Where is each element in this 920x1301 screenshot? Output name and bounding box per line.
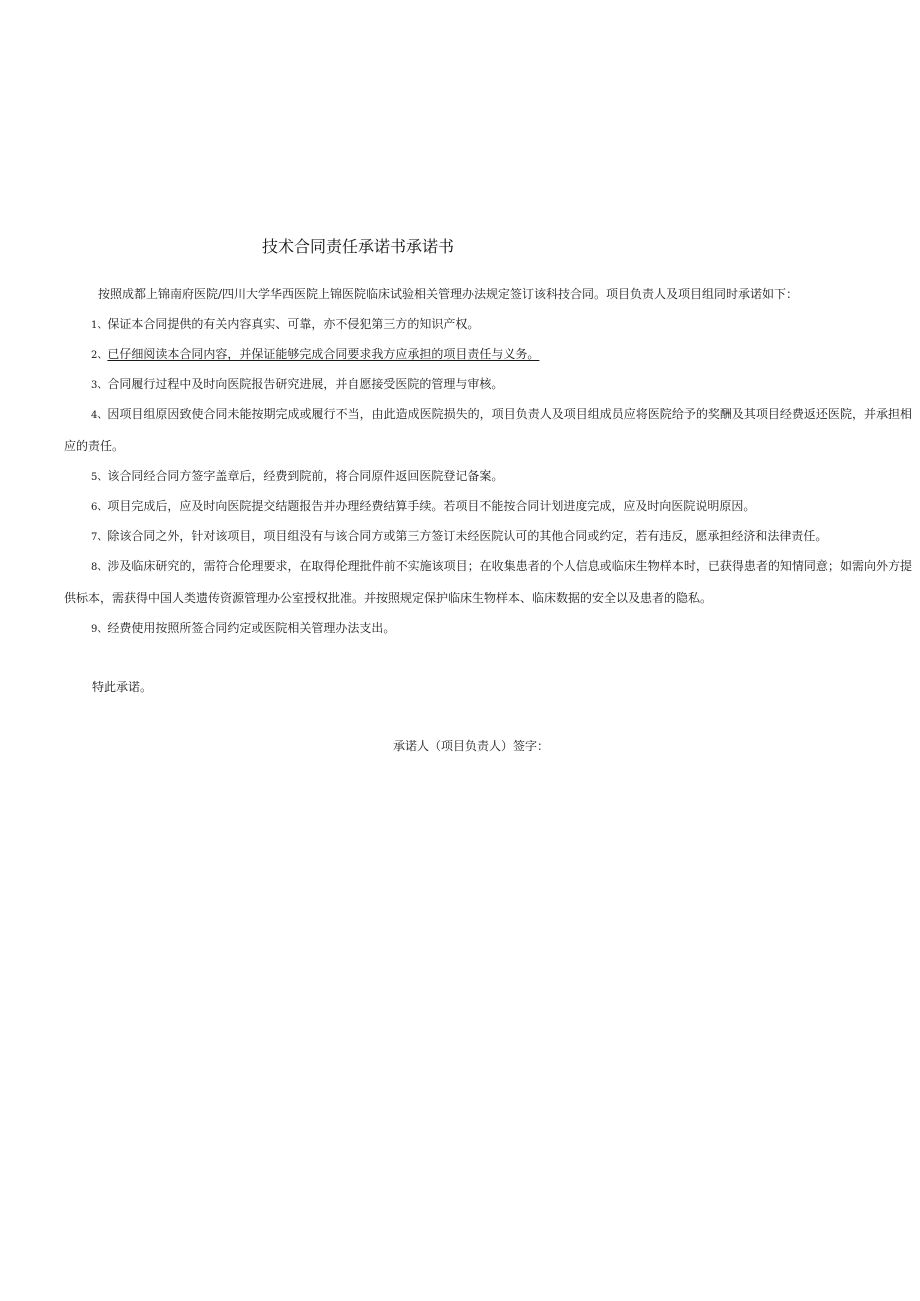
clause-6 bbox=[64, 491, 912, 523]
clause-text: 因项目组原因致使合同未能按期完成或履行不当，由此造成医院损失的，项目负责人及项目组成员应将医院给予的奖酬及其项目经费返还医院，并承担相应的责任。 bbox=[64, 407, 912, 453]
clause-number: 8、 bbox=[91, 562, 108, 573]
clause-number: 3、 bbox=[91, 380, 108, 391]
clause-2 bbox=[64, 339, 912, 371]
intro-paragraph: 按照成都上锦南府医院/四川大学华西医院上锦医院临床试验相关管理办法规定签订该科技合同。项目负责人及项目组同时承诺如下： bbox=[98, 287, 799, 301]
clause-3 bbox=[64, 369, 912, 401]
clause-number: 9、 bbox=[91, 624, 108, 635]
clause-text: 保证本合同提供的有关内容真实、可靠，亦不侵犯第三方的知识产权。 bbox=[107, 317, 480, 331]
clause-text: 涉及临床研究的，需符合伦理要求，在取得伦理批件前不实施该项目；在收集患者的个人信息或临床生物样本时，已获得患者的知情同意；如需向外方提供标本，需获得中国人类遗传资源管理办公室授权批准。并按照规定保护临床生物样本、临床数据的安全以及患者的隐私。 bbox=[64, 559, 912, 605]
clause-number: 4、 bbox=[91, 410, 108, 421]
clause-number: 6、 bbox=[91, 502, 108, 513]
clause-text: 该合同经合同方签字盖章后，经费到院前，将合同原件返回医院登记备案。 bbox=[107, 469, 504, 483]
clause-text: 合同履行过程中及时向医院报告研究进展，并自愿接受医院的管理与审核。 bbox=[107, 377, 504, 391]
clause-text-underlined: 已仔细阅读本合同内容，并保证能够完成合同要求我方应承担的项目责任与义务。 bbox=[107, 347, 540, 361]
clause-4 bbox=[64, 399, 912, 461]
signature-label: 承诺人（项目负责人）签字： bbox=[393, 739, 550, 753]
document-title: 技术合同责任承诺书承诺书 bbox=[262, 237, 455, 256]
clause-number: 5、 bbox=[91, 472, 108, 483]
closing-statement: 特此承诺。 bbox=[92, 680, 153, 694]
clause-text: 除该合同之外，针对该项目，项目组没有与该合同方或第三方签订未经医院认可的其他合同或约定，若有违反，愿承担经济和法律责任。 bbox=[107, 529, 828, 543]
clause-number: 7、 bbox=[91, 532, 108, 543]
clause-1 bbox=[64, 309, 912, 341]
clause-5 bbox=[64, 461, 912, 493]
clause-text: 项目完成后，应及时向医院提交结题报告并办理经费结算手续。若项目不能按合同计划进度完成，应及时向医院说明原因。 bbox=[107, 499, 756, 513]
clause-9 bbox=[64, 613, 912, 645]
clause-number: 1、 bbox=[91, 320, 108, 331]
clause-7 bbox=[64, 521, 912, 553]
clause-number: 2、 bbox=[91, 350, 108, 361]
clause-8 bbox=[64, 551, 912, 613]
clause-text: 经费使用按照所签合同约定或医院相关管理办法支出。 bbox=[107, 621, 396, 635]
